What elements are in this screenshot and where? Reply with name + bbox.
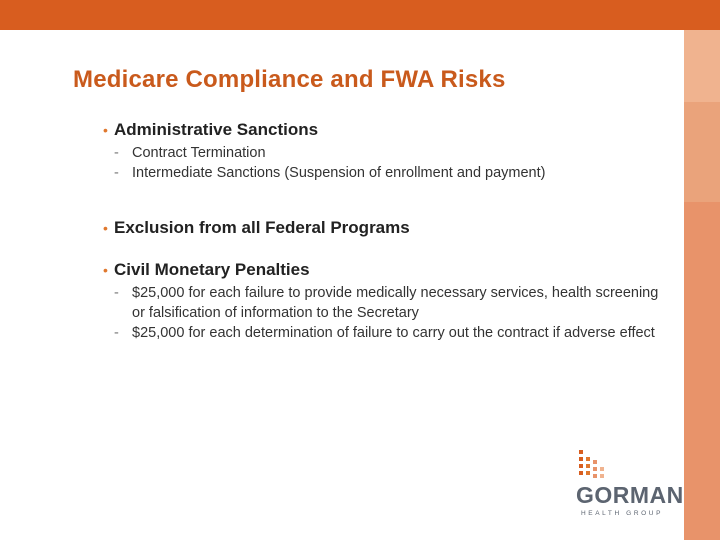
side-accent-strip-light [684, 30, 720, 102]
bullet-icon: • [103, 122, 108, 138]
bullet-text: Civil Monetary Penalties [114, 260, 310, 279]
bullet-text: Exclusion from all Federal Programs [114, 218, 410, 237]
gorman-logo [576, 448, 684, 518]
bullet-icon: • [103, 220, 108, 236]
sub-item [114, 163, 663, 183]
bullet-icon: • [103, 262, 108, 278]
sub-text: $25,000 for each determination of failure to carry out the contract if adverse effect [132, 325, 655, 341]
bullet-item [103, 218, 663, 238]
dash-icon: - [114, 325, 119, 341]
bullet-text: Administrative Sanctions [114, 120, 319, 139]
logo-subtitle: HEALTH GROUP [581, 510, 664, 517]
sub-text: Intermediate Sanctions (Suspension of enrollment and payment) [132, 165, 546, 181]
slide-content [103, 120, 663, 343]
side-accent-strip-mid [684, 102, 720, 202]
dash-icon: - [114, 145, 119, 161]
sub-item [114, 143, 663, 163]
side-accent-strip-dark [684, 202, 720, 540]
sub-item [114, 323, 663, 343]
bullet-item [103, 120, 663, 140]
sub-list [114, 143, 663, 183]
dash-icon: - [114, 285, 119, 301]
top-accent-bar [0, 0, 720, 30]
sub-text: $25,000 for each failure to provide medically necessary services, health screening or falsification of information to the Secretary [132, 285, 659, 321]
bullet-item [103, 260, 663, 280]
dash-icon: - [114, 165, 119, 181]
logo-wordmark: GORMAN [576, 482, 684, 508]
sub-text: Contract Termination [132, 145, 266, 161]
logo-dots-icon [578, 448, 618, 482]
slide-title: Medicare Compliance and FWA Risks [73, 66, 506, 93]
sub-list [114, 283, 663, 343]
sub-item [114, 283, 663, 323]
